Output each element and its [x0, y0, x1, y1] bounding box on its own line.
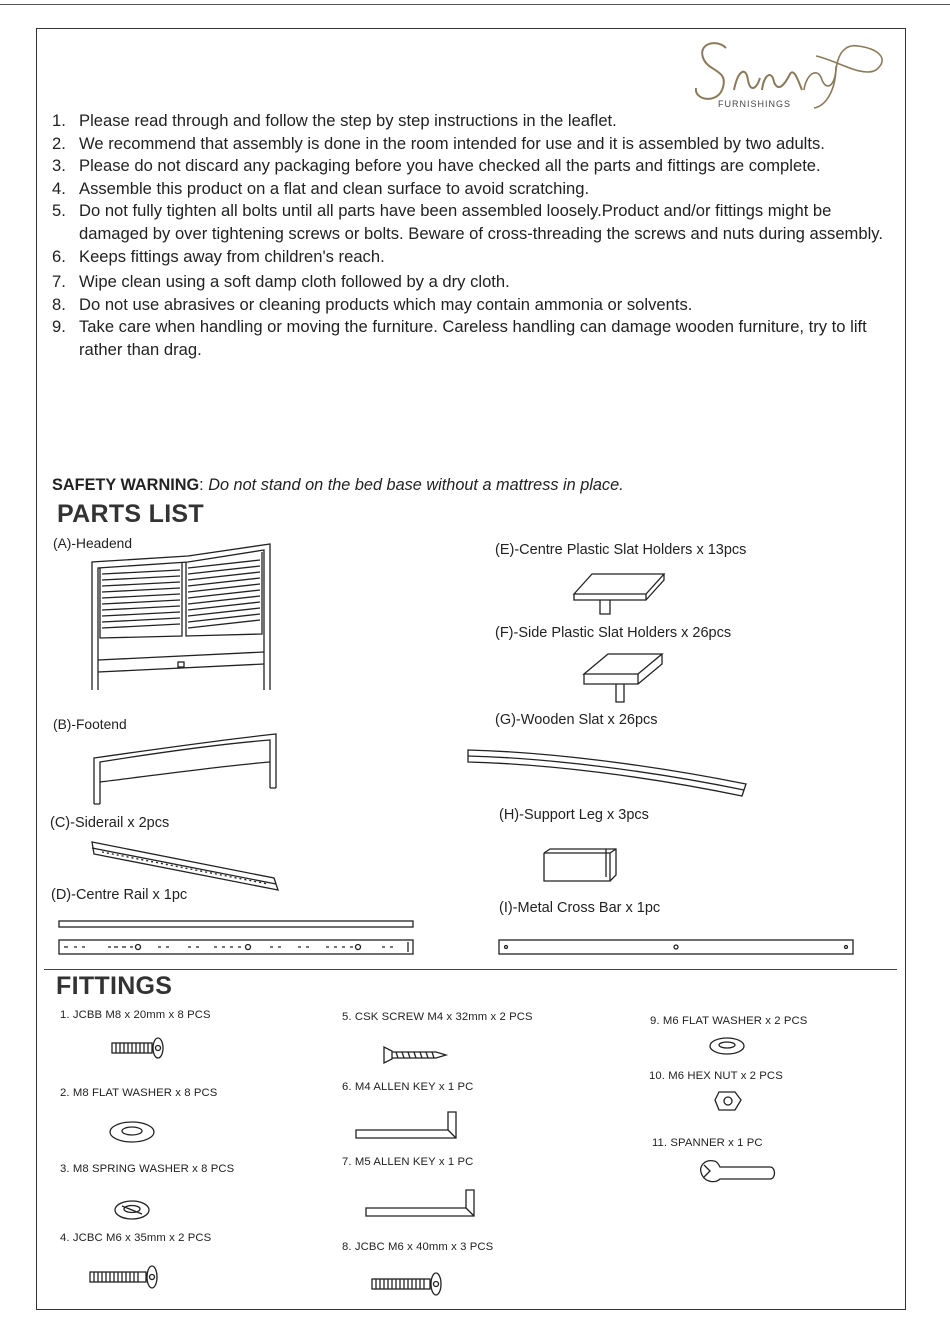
- flat-washer-icon: [707, 1035, 747, 1057]
- part-i-label: (I)-Metal Cross Bar x 1pc: [499, 900, 661, 916]
- top-rule: [0, 4, 950, 5]
- spanner-icon: [696, 1157, 780, 1187]
- wooden-slat-icon: [466, 740, 750, 802]
- part-a-label: (A)-Headend: [53, 536, 132, 551]
- list-item: 1. Please read through and follow the step by step instructions in the leaflet.: [52, 111, 617, 130]
- part-h-label: (H)-Support Leg x 3pcs: [499, 807, 649, 823]
- fitting-6-label: 6. M4 ALLEN KEY x 1 PC: [342, 1081, 474, 1093]
- fitting-5-label: 5. CSK SCREW M4 x 32mm x 2 PCS: [342, 1011, 533, 1023]
- bolt-icon: [370, 1272, 446, 1298]
- safety-warning: SAFETY WARNING: Do not stand on the bed base without a mattress in place.: [52, 476, 624, 494]
- list-item: 7. Wipe clean using a soft damp cloth followed by a dry cloth.: [52, 272, 510, 292]
- flat-washer-icon: [108, 1120, 158, 1144]
- metal-cross-bar-icon: [498, 938, 856, 958]
- hex-nut-icon: [713, 1088, 743, 1114]
- fitting-9-label: 9. M6 FLAT WASHER x 2 PCS: [650, 1015, 808, 1027]
- centre-slat-holder-icon: [570, 570, 670, 620]
- list-item: 4. Assemble this product on a flat and clean surface to avoid scratching.: [52, 178, 590, 198]
- instructions-list: [52, 110, 892, 362]
- bolt-icon: [110, 1037, 166, 1061]
- fitting-1-label: 1. JCBB M8 x 20mm x 8 PCS: [60, 1009, 211, 1021]
- screw-icon: [380, 1045, 450, 1065]
- footend-icon: [90, 732, 280, 808]
- bolt-icon: [88, 1265, 160, 1291]
- spring-washer-icon: [112, 1198, 152, 1222]
- allen-key-icon: [362, 1188, 482, 1220]
- part-e-label: (E)-Centre Plastic Slat Holders x 13pcs: [495, 542, 747, 558]
- list-item: 5. Do not fully tighten all bolts until all parts have been assembled loosely.Product and/or fittings might be damaged by over tightening screws or bolts. Beware of cross-threading the screws and nuts during assembly.: [52, 201, 883, 243]
- part-g-label: (G)-Wooden Slat x 26pcs: [495, 712, 658, 728]
- centre-rail-icon: [58, 918, 416, 960]
- list-item: 8. Do not use abrasives or cleaning products which may contain ammonia or solvents.: [52, 294, 693, 314]
- list-item: 6. Keeps fittings away from children's reach.: [52, 246, 385, 266]
- logo-subtitle: FURNISHINGS: [718, 99, 792, 109]
- list-item: 9. Take care when handling or moving the furniture. Careless handling can damage wooden furniture, try to lift rather than drag.: [52, 317, 867, 359]
- fitting-7-label: 7. M5 ALLEN KEY x 1 PC: [342, 1156, 474, 1168]
- headend-icon: [88, 540, 278, 695]
- fitting-8-label: 8. JCBC M6 x 40mm x 3 PCS: [342, 1241, 494, 1253]
- part-c-label: (C)-Siderail x 2pcs: [50, 815, 170, 831]
- siderail-icon: [88, 838, 280, 894]
- allen-key-icon: [352, 1110, 462, 1140]
- fitting-10-label: 10. M6 HEX NUT x 2 PCS: [649, 1070, 783, 1082]
- list-item: 2. We recommend that assembly is done in the room intended for use and it is assembled by two adults.: [52, 133, 825, 153]
- parts-list-heading: PARTS LIST: [57, 500, 204, 528]
- fitting-2-label: 2. M8 FLAT WASHER x 8 PCS: [60, 1087, 218, 1099]
- part-b-label: (B)-Footend: [53, 717, 127, 732]
- list-item: 3. Please do not discard any packaging before you have checked all the parts and fittings are complete.: [52, 156, 821, 176]
- fitting-11-label: 11. SPANNER x 1 PC: [652, 1137, 763, 1149]
- section-divider: [44, 969, 897, 970]
- part-d-label: (D)-Centre Rail x 1pc: [51, 887, 188, 903]
- fitting-4-label: 4. JCBC M6 x 35mm x 2 PCS: [60, 1232, 212, 1244]
- side-slat-holder-icon: [580, 650, 670, 706]
- part-f-label: (F)-Side Plastic Slat Holders x 26pcs: [495, 625, 732, 641]
- fittings-heading: FITTINGS: [56, 972, 173, 1000]
- support-leg-icon: [538, 845, 622, 887]
- fitting-3-label: 3. M8 SPRING WASHER x 8 PCS: [60, 1163, 235, 1175]
